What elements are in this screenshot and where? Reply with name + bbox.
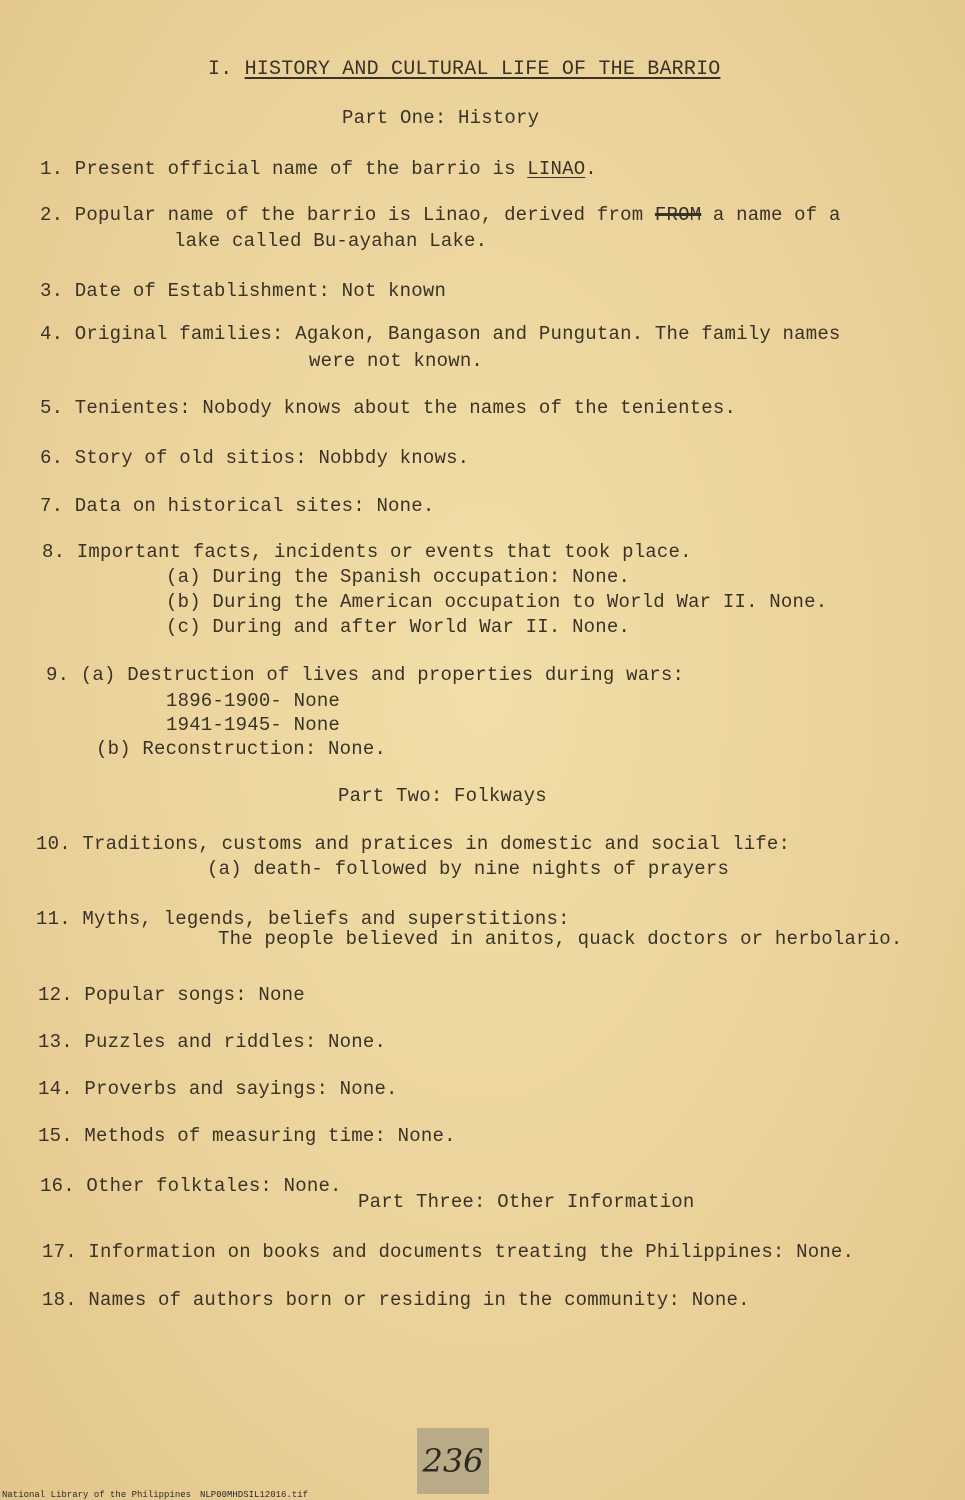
title-prefix: I. [208,58,245,81]
item-9b: (b) Reconstruction: None. [96,738,387,760]
item-15: 15. Methods of measuring time: None. [38,1125,456,1147]
item-17: 17. Information on books and documents treating the Philippines: None. [42,1241,855,1263]
item-8a: (a) During the Spanish occupation: None. [166,566,631,588]
item-11-line-2: The people believed in anitos, quack doctors or herbolario. [218,928,903,950]
footer-filename: NLP00MHDSIL12016.tif [200,1490,309,1500]
barrio-name: LINAO [527,158,586,180]
item-1 [40,158,597,180]
item-5: 5. Tenientes: Nobody knows about the names of the tenientes. [40,397,737,419]
item-7: 7. Data on historical sites: None. [40,495,435,517]
part-three-heading: Part Three: Other Information [358,1191,695,1213]
item-1-text: 1. Present official name of the barrio is [40,158,528,180]
item-16: 16. Other folktales: None. [40,1175,342,1197]
part-one-heading: Part One: History [342,107,540,129]
struck-word: FROM [654,204,702,226]
item-1-suffix: . [585,158,597,180]
item-9-year-2: 1941-1945- None [166,714,341,736]
item-11: 11. Myths, legends, beliefs and superstitions: [36,908,570,930]
item-10-line-2: (a) death- followed by nine nights of prayers [207,858,730,880]
item-8c: (c) During and after World War II. None. [166,616,631,638]
item-4: 4. Original families: Agakon, Bangason and Pungutan. The family names [40,323,841,345]
item-9-year-1: 1896-1900- None [166,690,341,712]
item-10: 10. Traditions, customs and pratices in domestic and social life: [36,833,791,855]
item-12: 12. Popular songs: None [38,984,305,1006]
title-text: HISTORY AND CULTURAL LIFE OF THE BARRIO [244,58,721,81]
item-4-line-2: were not known. [309,350,484,372]
footer-library: National Library of the Philippines [2,1490,192,1500]
item-18: 18. Names of authors born or residing in the community: None. [42,1289,750,1311]
item-2-text-a: 2. Popular name of the barrio is Linao, derived from [40,204,655,226]
item-2-line-2: lake called Bu-ayahan Lake. [174,230,488,252]
item-14: 14. Proverbs and sayings: None. [38,1078,398,1100]
page-title [208,58,721,81]
item-8: 8. Important facts, incidents or events that took place. [42,541,692,563]
item-9: 9. (a) Destruction of lives and properties during wars: [46,664,685,686]
page-number-stamp [417,1428,489,1494]
item-2-text-b: a name of a [701,204,841,226]
item-13: 13. Puzzles and riddles: None. [38,1031,387,1053]
item-8b: (b) During the American occupation to World War II. None. [166,591,828,613]
page-number: 236 [422,1442,484,1480]
item-3: 3. Date of Establishment: Not known [40,280,447,302]
item-6: 6. Story of old sitios: Nobbdy knows. [40,447,470,469]
item-2 [40,204,841,226]
part-two-heading: Part Two: Folkways [338,785,547,807]
